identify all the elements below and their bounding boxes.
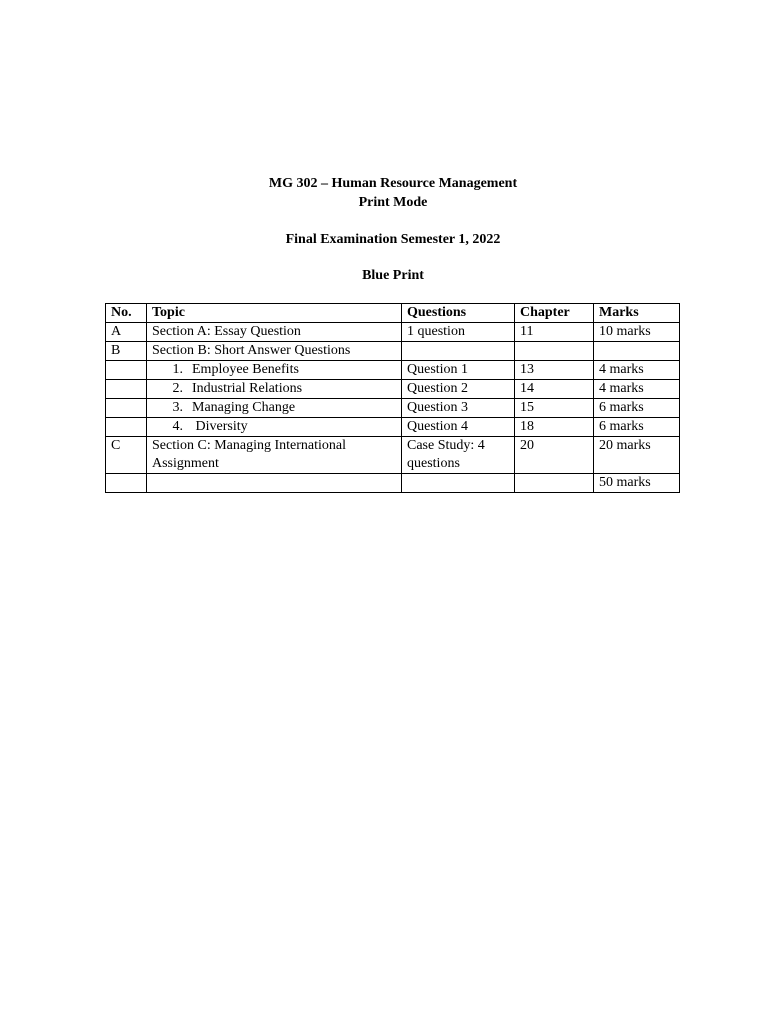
subtopic-label: Managing Change <box>192 400 296 415</box>
list-number: 2. <box>172 381 183 396</box>
cell-questions: Question 3 <box>402 399 515 418</box>
cell-chapter: 18 <box>515 418 594 437</box>
cell-questions: Question 1 <box>402 361 515 380</box>
table-row <box>106 342 680 361</box>
cell-questions: 1 question <box>402 323 515 342</box>
cell-marks <box>594 342 680 361</box>
cell-questions <box>402 474 515 493</box>
table-row <box>106 361 680 380</box>
subtopic-label: Diversity <box>192 419 248 434</box>
list-number: 1. <box>172 362 183 377</box>
table-row <box>106 323 680 342</box>
subtopic-label: Employee Benefits <box>192 362 299 377</box>
cell-marks: 6 marks <box>594 399 680 418</box>
cell-chapter: 15 <box>515 399 594 418</box>
subtopic-label: Industrial Relations <box>192 381 303 396</box>
cell-topic <box>147 380 402 399</box>
header-marks: Marks <box>594 304 680 323</box>
cell-no: C <box>106 437 147 474</box>
blueprint-title: Blue Print <box>362 268 424 283</box>
cell-questions: Question 4 <box>402 418 515 437</box>
cell-chapter: 13 <box>515 361 594 380</box>
cell-no <box>106 399 147 418</box>
cell-questions <box>402 342 515 361</box>
cell-topic: Section A: Essay Question <box>147 323 402 342</box>
cell-marks: 6 marks <box>594 418 680 437</box>
cell-chapter <box>515 474 594 493</box>
cell-topic <box>147 474 402 493</box>
table-row <box>106 399 680 418</box>
list-number: 3. <box>172 400 183 415</box>
cell-no <box>106 380 147 399</box>
cell-marks: 4 marks <box>594 361 680 380</box>
header-questions: Questions <box>402 304 515 323</box>
cell-no <box>106 474 147 493</box>
total-marks: 50 marks <box>594 474 680 493</box>
table-row <box>106 380 680 399</box>
cell-questions: Question 2 <box>402 380 515 399</box>
table-row <box>106 418 680 437</box>
header-no: No. <box>106 304 147 323</box>
cell-marks: 10 marks <box>594 323 680 342</box>
cell-topic: Section B: Short Answer Questions <box>147 342 402 361</box>
blueprint-table <box>105 303 680 493</box>
total-row <box>106 474 680 493</box>
course-title: MG 302 – Human Resource Management <box>268 176 518 191</box>
cell-topic <box>147 399 402 418</box>
cell-chapter: 20 <box>515 437 594 474</box>
header-chapter: Chapter <box>515 304 594 323</box>
cell-topic <box>147 418 402 437</box>
cell-no <box>106 418 147 437</box>
table-row <box>106 437 680 474</box>
cell-no: B <box>106 342 147 361</box>
cell-questions: Case Study: 4 questions <box>402 437 515 474</box>
cell-marks: 4 marks <box>594 380 680 399</box>
header-topic: Topic <box>147 304 402 323</box>
cell-no: A <box>106 323 147 342</box>
table-header-row <box>106 304 680 323</box>
cell-no <box>106 361 147 380</box>
cell-topic <box>147 361 402 380</box>
cell-chapter <box>515 342 594 361</box>
exam-title: Final Examination Semester 1, 2022 <box>285 232 501 247</box>
cell-topic: Section C: Managing International Assignment <box>147 437 402 474</box>
cell-chapter: 11 <box>515 323 594 342</box>
cell-marks: 20 marks <box>594 437 680 474</box>
list-number: 4. <box>172 419 183 434</box>
print-mode-title: Print Mode <box>358 195 428 210</box>
cell-chapter: 14 <box>515 380 594 399</box>
